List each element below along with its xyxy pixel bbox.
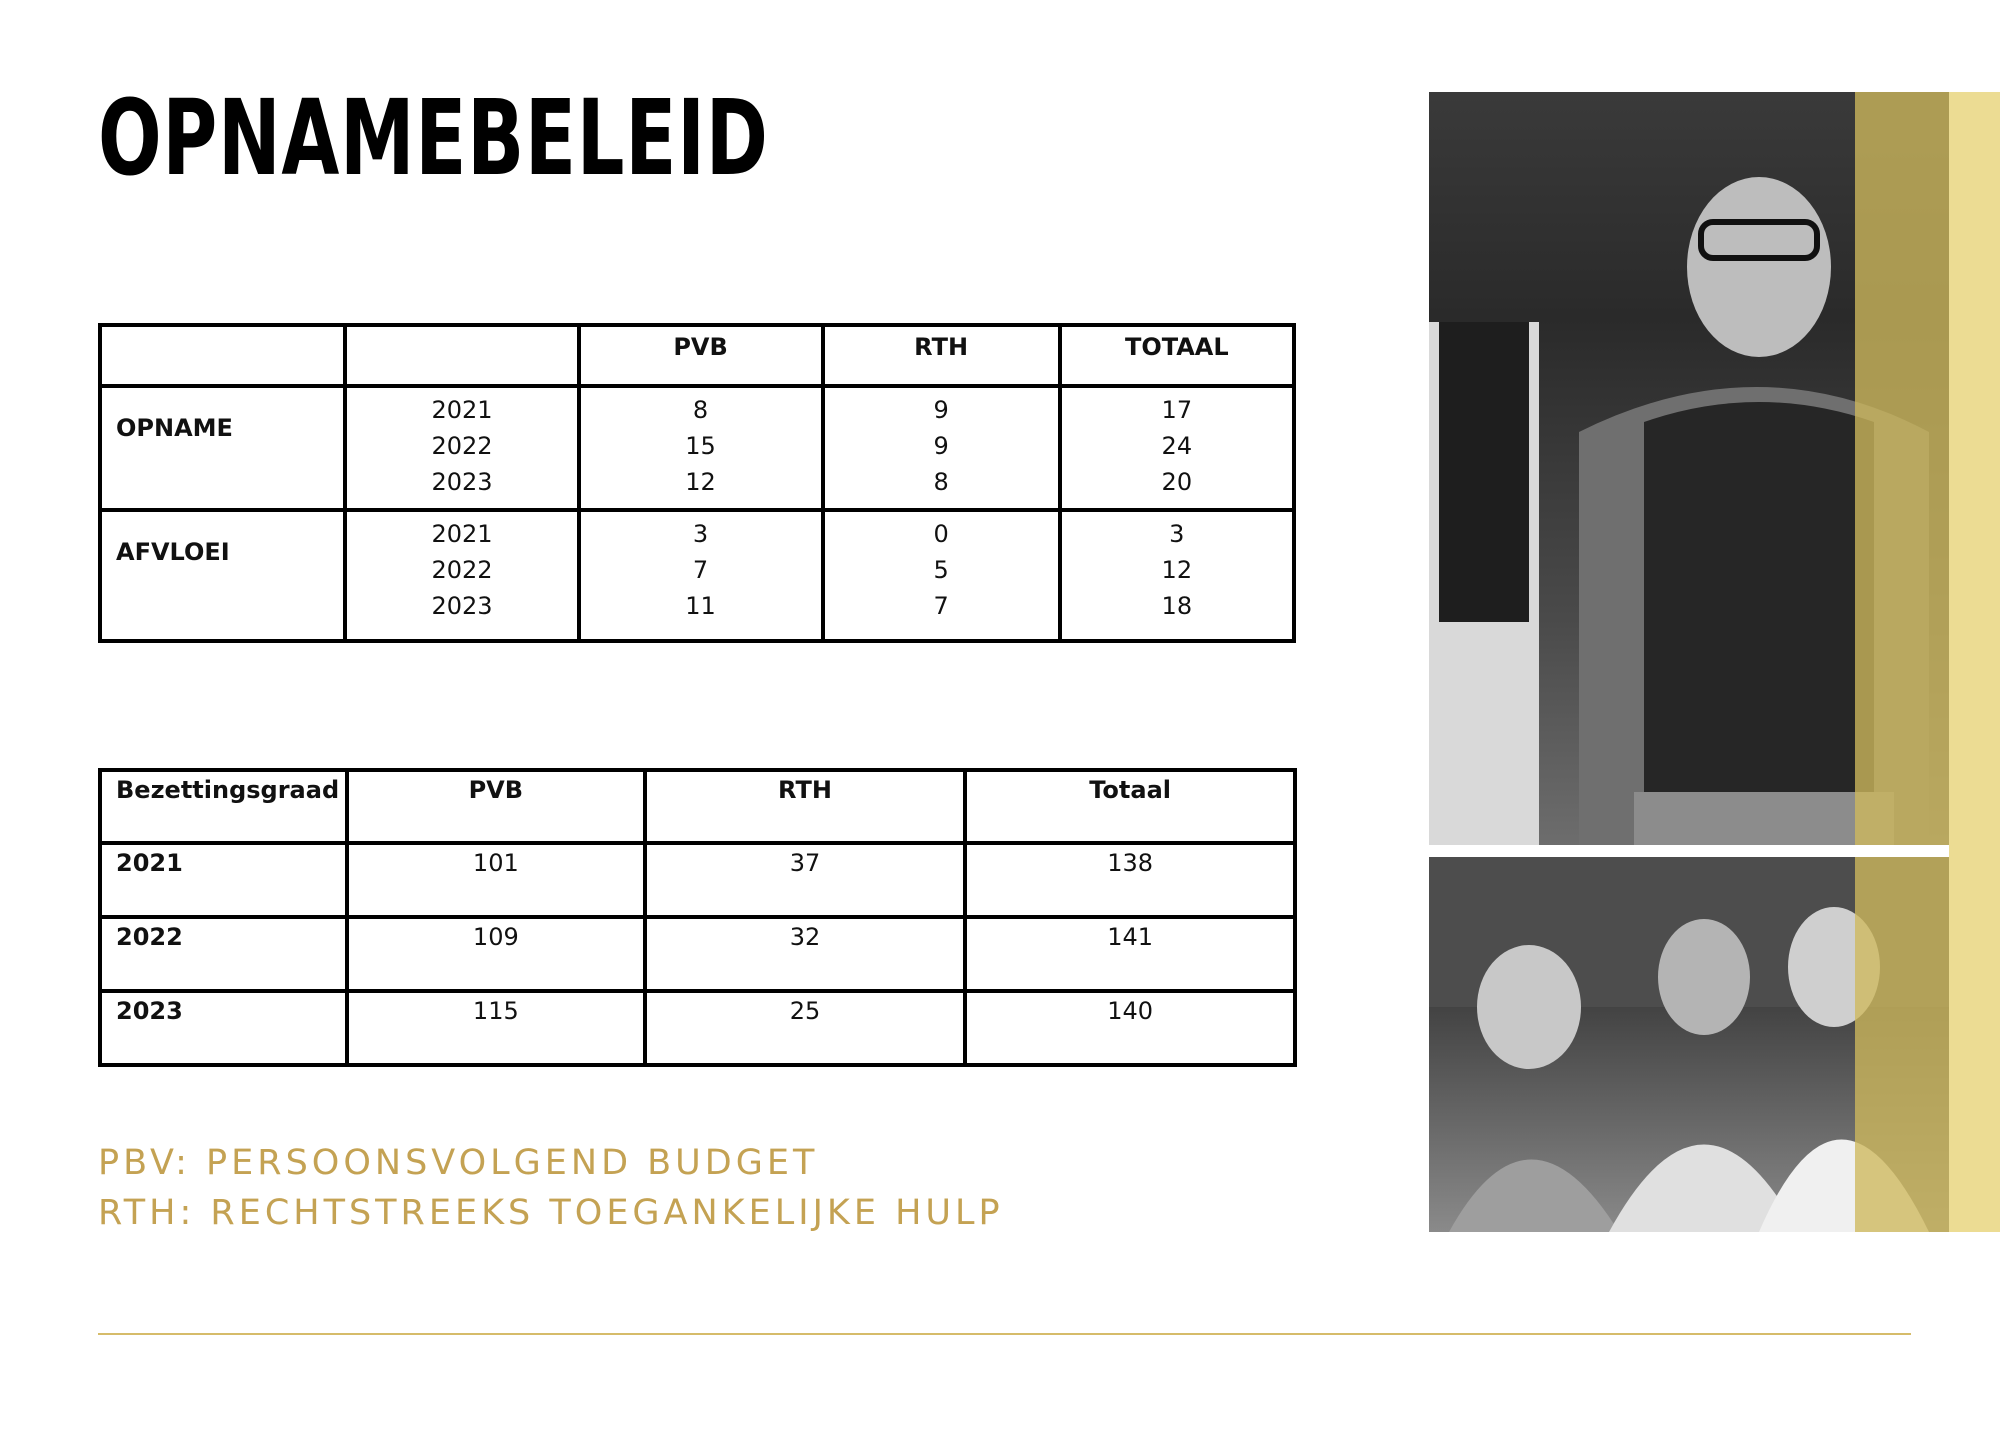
totaal-cell (1060, 510, 1294, 641)
table-cell: 37 (645, 843, 966, 917)
table-header-row (100, 770, 1295, 843)
header-cell: PVB (347, 770, 645, 843)
header-cell (345, 325, 578, 386)
cell-value: 2022 (431, 432, 493, 460)
rth-cell (823, 386, 1060, 510)
cell-value: 0 (933, 520, 949, 548)
cell-value: 9 (933, 396, 949, 424)
cell-value: 7 (933, 592, 949, 620)
table-cell: 140 (965, 991, 1295, 1065)
table-row (100, 510, 1294, 641)
row-label: AFVLOEI (100, 510, 345, 641)
pvb-cell (579, 510, 823, 641)
table-cell: 109 (347, 917, 645, 991)
cell-value: 2021 (431, 396, 493, 424)
totaal-cell (1060, 386, 1294, 510)
pvb-cell (579, 386, 823, 510)
cell-value: 15 (685, 432, 716, 460)
table-cell: 115 (347, 991, 645, 1065)
rth-cell (823, 510, 1060, 641)
header-cell: TOTAAL (1060, 325, 1294, 386)
table-cell: 141 (965, 917, 1295, 991)
cell-value: 3 (1169, 520, 1185, 548)
cell-value: 12 (1161, 556, 1193, 584)
cell-value: 2021 (431, 520, 493, 548)
cell-value: 7 (692, 556, 709, 584)
header-cell: RTH (823, 325, 1060, 386)
occupancy-table (98, 768, 1297, 1067)
legend-line-rth: RTH: RECHTSTREEKS TOEGANKELIJKE HULP (98, 1193, 1004, 1233)
accent-band (1855, 92, 1949, 845)
accent-strip (1949, 92, 2000, 1232)
cell-value: 18 (1161, 592, 1193, 620)
cell-value: 8 (933, 468, 949, 496)
cell-value: 2022 (431, 556, 493, 584)
abbreviation-legend (98, 1138, 1004, 1238)
row-label: OPNAME (100, 386, 345, 510)
header-cell: Totaal (965, 770, 1295, 843)
row-label: 2023 (100, 991, 347, 1065)
header-cell: Bezettingsgraad (100, 770, 347, 843)
table-cell: 32 (645, 917, 966, 991)
header-cell: RTH (645, 770, 966, 843)
cell-value: 24 (1161, 432, 1193, 460)
table-cell: 25 (645, 991, 966, 1065)
cell-value: 9 (933, 432, 949, 460)
header-cell: PVB (579, 325, 823, 386)
cell-value: 5 (933, 556, 949, 584)
table-row (100, 991, 1295, 1065)
table-cell: 101 (347, 843, 645, 917)
row-label: 2021 (100, 843, 347, 917)
table-header-row (100, 325, 1294, 386)
table-cell: 138 (965, 843, 1295, 917)
cell-value: 12 (685, 468, 716, 496)
legend-line-pbv: PBV: PERSOONSVOLGEND BUDGET (98, 1143, 819, 1183)
cell-value: 2023 (431, 468, 493, 496)
table-row (100, 386, 1294, 510)
row-label: 2022 (100, 917, 347, 991)
admission-table (98, 323, 1296, 643)
cell-value: 8 (692, 396, 709, 424)
cell-value: 2023 (431, 592, 493, 620)
year-cell (345, 510, 578, 641)
table-row (100, 917, 1295, 991)
page-title: OPNAMEBELEID (98, 77, 769, 199)
cell-value: 17 (1161, 396, 1193, 424)
cell-value: 3 (692, 520, 709, 548)
accent-band (1855, 857, 1949, 1232)
cell-value: 11 (685, 592, 716, 620)
header-cell (100, 325, 345, 386)
cell-value: 20 (1161, 468, 1193, 496)
footer-divider (98, 1333, 1911, 1335)
table-row (100, 843, 1295, 917)
year-cell (345, 386, 578, 510)
